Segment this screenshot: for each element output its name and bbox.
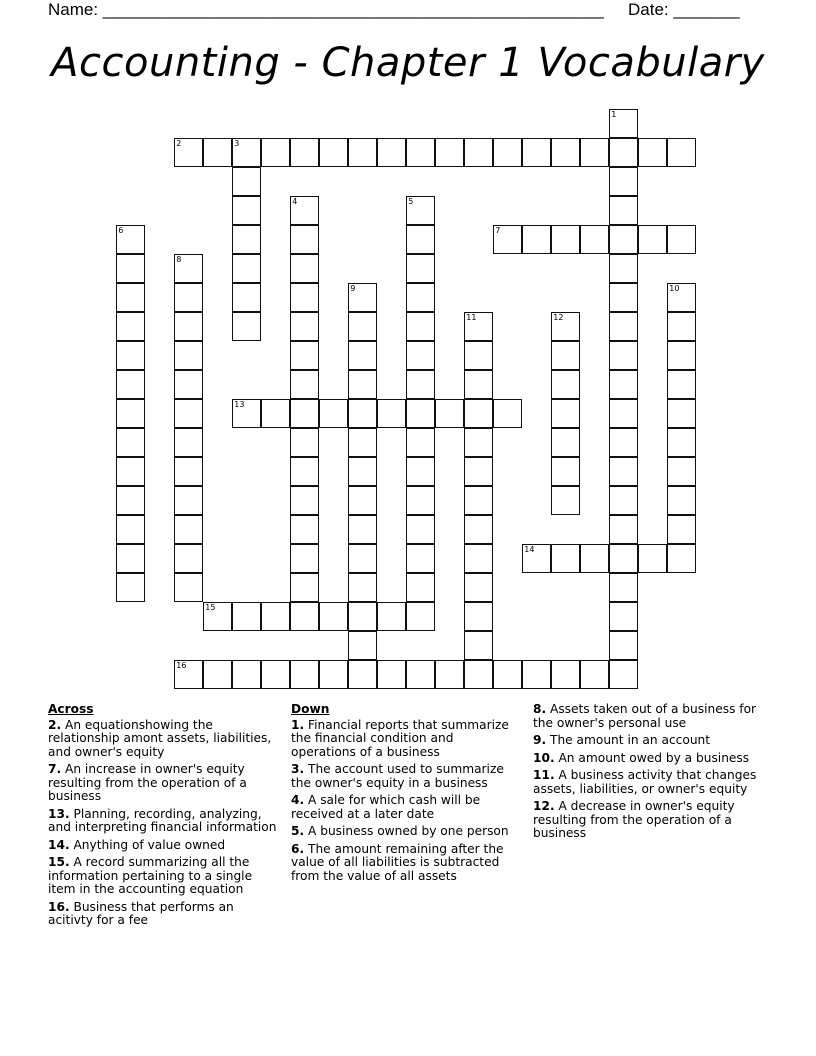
crossword-cell[interactable]	[406, 573, 435, 602]
crossword-cell[interactable]	[116, 544, 145, 573]
crossword-cell[interactable]	[290, 370, 319, 399]
clue-item	[48, 763, 280, 804]
clue-number: 3.	[291, 762, 305, 776]
crossword-cell[interactable]	[290, 341, 319, 370]
crossword-cell[interactable]	[261, 602, 290, 631]
clue-text: A business activity that changes assets, liabilities, or owner's equity	[533, 768, 757, 796]
crossword-grid	[117, 110, 717, 710]
crossword-cell[interactable]	[116, 486, 145, 515]
page-title: Accounting - Chapter 1 Vocabulary	[51, 40, 765, 86]
crossword-cell[interactable]	[232, 196, 261, 225]
crossword-cell[interactable]	[609, 254, 638, 283]
crossword-cell[interactable]	[290, 283, 319, 312]
crossword-cell[interactable]	[406, 225, 435, 254]
crossword-cell[interactable]	[232, 312, 261, 341]
crossword-cell[interactable]	[348, 428, 377, 457]
clue-number: 3	[234, 139, 240, 149]
clue-number: 15	[205, 603, 216, 613]
crossword-cell[interactable]	[348, 312, 377, 341]
crossword-cell[interactable]	[116, 515, 145, 544]
crossword-cell[interactable]	[406, 312, 435, 341]
crossword-cell[interactable]	[580, 544, 609, 573]
clue-number: 11.	[533, 768, 555, 782]
crossword-cell[interactable]	[667, 515, 696, 544]
crossword-cell[interactable]	[174, 428, 203, 457]
crossword-cell[interactable]	[174, 457, 203, 486]
clue-text: An increase in owner's equity resulting from the operation of a business	[48, 762, 247, 803]
crossword-cell[interactable]	[522, 660, 551, 689]
crossword-cell[interactable]	[609, 428, 638, 457]
clue-number: 7	[495, 226, 501, 236]
clue-text: Assets taken out of a business for the owner's personal use	[533, 702, 757, 730]
crossword-cell[interactable]	[493, 138, 522, 167]
crossword-cell[interactable]	[174, 254, 203, 283]
crossword-cell[interactable]	[203, 602, 232, 631]
clue-item	[533, 703, 768, 730]
crossword-cell[interactable]	[290, 544, 319, 573]
clue-item	[291, 825, 521, 839]
clue-text: The amount remaining after the value of all liabilities is subtracted from the value of all assets	[291, 841, 504, 883]
crossword-cell[interactable]	[348, 486, 377, 515]
crossword-cell[interactable]	[522, 544, 551, 573]
crossword-cell[interactable]	[493, 399, 522, 428]
crossword-cell[interactable]	[174, 370, 203, 399]
clue-item	[533, 769, 768, 796]
crossword-cell[interactable]	[174, 544, 203, 573]
crossword-cell[interactable]	[551, 312, 580, 341]
crossword-cell[interactable]	[261, 138, 290, 167]
clue-text: The amount in an account	[546, 733, 711, 747]
crossword-cell[interactable]	[609, 544, 638, 573]
crossword-cell[interactable]	[116, 225, 145, 254]
crossword-cell[interactable]	[290, 225, 319, 254]
crossword-cell[interactable]	[464, 341, 493, 370]
crossword-cell[interactable]	[174, 486, 203, 515]
crossword-cell[interactable]	[667, 428, 696, 457]
crossword-cell[interactable]	[638, 225, 667, 254]
clue-number: 9.	[533, 733, 547, 747]
crossword-cell[interactable]	[638, 544, 667, 573]
crossword-cell[interactable]	[435, 399, 464, 428]
clue-text: Financial reports that summarize the financial condition and operations of a business	[291, 717, 509, 759]
crossword-cell[interactable]	[580, 660, 609, 689]
crossword-cell[interactable]	[522, 138, 551, 167]
across-clues	[48, 703, 280, 932]
crossword-cell[interactable]	[464, 544, 493, 573]
crossword-cell[interactable]	[348, 573, 377, 602]
crossword-cell[interactable]	[609, 660, 638, 689]
crossword-cell[interactable]	[609, 283, 638, 312]
crossword-cell[interactable]	[406, 196, 435, 225]
clue-text: The account used to summarize the owner's equity in a business	[291, 762, 504, 790]
clue-item	[48, 839, 280, 853]
crossword-cell[interactable]	[406, 283, 435, 312]
crossword-cell[interactable]	[551, 660, 580, 689]
crossword-cell[interactable]	[464, 486, 493, 515]
crossword-cell[interactable]	[232, 660, 261, 689]
crossword-cell[interactable]	[493, 225, 522, 254]
crossword-cell[interactable]	[609, 341, 638, 370]
clue-item	[291, 794, 521, 821]
crossword-cell[interactable]	[319, 602, 348, 631]
crossword-cell[interactable]	[609, 631, 638, 660]
crossword-cell[interactable]	[667, 544, 696, 573]
crossword-cell[interactable]	[232, 399, 261, 428]
crossword-cell[interactable]	[406, 486, 435, 515]
crossword-cell[interactable]	[232, 283, 261, 312]
crossword-cell[interactable]	[232, 225, 261, 254]
clue-number: 10	[669, 284, 680, 294]
crossword-cell[interactable]	[551, 399, 580, 428]
crossword-cell[interactable]	[348, 544, 377, 573]
crossword-cell[interactable]	[174, 399, 203, 428]
crossword-cell[interactable]	[609, 486, 638, 515]
crossword-cell[interactable]	[667, 283, 696, 312]
crossword-cell[interactable]	[377, 138, 406, 167]
clue-number: 5.	[291, 824, 305, 838]
crossword-cell[interactable]	[232, 167, 261, 196]
clue-number: 5	[408, 197, 414, 207]
clue-number: 6	[118, 226, 124, 236]
crossword-cell[interactable]	[464, 138, 493, 167]
clue-text: Planning, recording, analyzing, and interpreting financial information	[48, 806, 277, 834]
crossword-cell[interactable]	[406, 602, 435, 631]
crossword-cell[interactable]	[580, 225, 609, 254]
clue-item	[48, 808, 280, 835]
clue-item	[48, 901, 280, 928]
crossword-cell[interactable]	[290, 138, 319, 167]
crossword-cell[interactable]	[609, 515, 638, 544]
crossword-cell[interactable]	[116, 283, 145, 312]
crossword-cell[interactable]	[667, 399, 696, 428]
crossword-cell[interactable]	[116, 457, 145, 486]
crossword-cell[interactable]	[290, 254, 319, 283]
crossword-cell[interactable]	[203, 138, 232, 167]
date-field[interactable]: Date: _______	[628, 0, 740, 19]
crossword-cell[interactable]	[348, 602, 377, 631]
clue-number: 1.	[291, 717, 305, 732]
crossword-cell[interactable]	[377, 660, 406, 689]
crossword-cell[interactable]	[551, 341, 580, 370]
clue-number: 8.	[533, 702, 547, 716]
clue-item	[533, 752, 768, 766]
clue-text: An amount owed by a business	[554, 750, 750, 765]
crossword-cell[interactable]	[435, 138, 464, 167]
crossword-cell[interactable]	[667, 370, 696, 399]
crossword-cell[interactable]	[464, 573, 493, 602]
crossword-cell[interactable]	[290, 486, 319, 515]
clue-number: 10.	[533, 750, 555, 765]
crossword-cell[interactable]	[464, 399, 493, 428]
crossword-cell[interactable]	[609, 370, 638, 399]
clue-number: 11	[466, 313, 477, 323]
crossword-cell[interactable]	[348, 370, 377, 399]
clue-number: 16.	[48, 899, 70, 914]
crossword-cell[interactable]	[319, 399, 348, 428]
clue-number: 9	[350, 284, 356, 294]
crossword-cell[interactable]	[551, 457, 580, 486]
clue-number: 16	[176, 661, 187, 671]
crossword-cell[interactable]	[406, 254, 435, 283]
clue-number: 14.	[48, 837, 70, 852]
clue-number: 12.	[533, 799, 555, 813]
clue-item	[533, 800, 768, 841]
crossword-cell[interactable]	[174, 341, 203, 370]
crossword-cell[interactable]	[551, 428, 580, 457]
clue-number: 2	[176, 139, 182, 149]
crossword-cell[interactable]	[609, 573, 638, 602]
crossword-cell[interactable]	[406, 370, 435, 399]
crossword-cell[interactable]	[406, 399, 435, 428]
crossword-cell[interactable]	[174, 138, 203, 167]
crossword-cell[interactable]	[319, 138, 348, 167]
crossword-cell[interactable]	[667, 486, 696, 515]
crossword-cell[interactable]	[406, 544, 435, 573]
crossword-cell[interactable]	[290, 457, 319, 486]
crossword-cell[interactable]	[551, 370, 580, 399]
clue-text: An equationshowing the relationship amont assets, liabilities, and owner's equity	[48, 717, 272, 759]
crossword-cell[interactable]	[348, 138, 377, 167]
crossword-cell[interactable]	[435, 660, 464, 689]
crossword-cell[interactable]	[667, 225, 696, 254]
crossword-cell[interactable]	[609, 167, 638, 196]
clue-number: 13	[234, 400, 245, 410]
crossword-cell[interactable]	[116, 370, 145, 399]
crossword-cell[interactable]	[116, 399, 145, 428]
crossword-cell[interactable]	[116, 428, 145, 457]
crossword-cell[interactable]	[551, 225, 580, 254]
crossword-cell[interactable]	[667, 138, 696, 167]
down-clues-column-2	[533, 703, 768, 845]
clue-number: 8	[176, 255, 182, 265]
crossword-cell[interactable]	[406, 457, 435, 486]
crossword-cell[interactable]	[667, 457, 696, 486]
crossword-cell[interactable]	[174, 660, 203, 689]
crossword-cell[interactable]	[290, 312, 319, 341]
crossword-cell[interactable]	[116, 341, 145, 370]
crossword-cell[interactable]	[232, 254, 261, 283]
crossword-cell[interactable]	[348, 341, 377, 370]
crossword-cell[interactable]	[377, 602, 406, 631]
crossword-cell[interactable]	[406, 515, 435, 544]
crossword-cell[interactable]	[319, 660, 348, 689]
crossword-cell[interactable]	[261, 660, 290, 689]
crossword-cell[interactable]	[377, 399, 406, 428]
across-heading: Across	[48, 702, 94, 716]
clue-number: 12	[553, 313, 564, 323]
crossword-cell[interactable]	[551, 486, 580, 515]
crossword-cell[interactable]	[464, 660, 493, 689]
crossword-cell[interactable]	[116, 254, 145, 283]
crossword-cell[interactable]	[609, 138, 638, 167]
crossword-cell[interactable]	[464, 515, 493, 544]
crossword-cell[interactable]	[348, 399, 377, 428]
down-clues-column-1	[291, 703, 521, 887]
clue-number: 4.	[291, 793, 305, 807]
crossword-cell[interactable]	[174, 312, 203, 341]
crossword-cell[interactable]	[551, 138, 580, 167]
crossword-cell[interactable]	[464, 370, 493, 399]
clue-item	[291, 719, 521, 760]
crossword-cell[interactable]	[667, 312, 696, 341]
clue-text: A sale for which cash will be received at a later date	[291, 793, 481, 821]
down-heading: Down	[291, 702, 330, 716]
crossword-cell[interactable]	[203, 660, 232, 689]
crossword-cell[interactable]	[406, 341, 435, 370]
crossword-cell[interactable]	[609, 109, 638, 138]
crossword-cell[interactable]	[667, 341, 696, 370]
crossword-cell[interactable]	[609, 602, 638, 631]
crossword-cell[interactable]	[464, 312, 493, 341]
crossword-cell[interactable]	[609, 457, 638, 486]
crossword-cell[interactable]	[174, 573, 203, 602]
crossword-cell[interactable]	[116, 573, 145, 602]
name-field[interactable]: Name: _____________________________________________________	[48, 0, 604, 19]
clue-item	[291, 843, 521, 884]
clue-item	[48, 856, 280, 897]
crossword-cell[interactable]	[551, 544, 580, 573]
clue-item	[533, 734, 768, 748]
crossword-cell[interactable]	[290, 428, 319, 457]
crossword-cell[interactable]	[580, 138, 609, 167]
clue-number: 14	[524, 545, 535, 555]
crossword-cell[interactable]	[348, 660, 377, 689]
crossword-cell[interactable]	[174, 283, 203, 312]
crossword-cell[interactable]	[522, 225, 551, 254]
crossword-cell[interactable]	[609, 312, 638, 341]
crossword-cell[interactable]	[493, 660, 522, 689]
crossword-cell[interactable]	[261, 399, 290, 428]
clue-item	[291, 763, 521, 790]
crossword-cell[interactable]	[290, 660, 319, 689]
crossword-cell[interactable]	[464, 631, 493, 660]
clue-number: 1	[611, 110, 617, 120]
crossword-cell[interactable]	[609, 399, 638, 428]
crossword-cell[interactable]	[406, 660, 435, 689]
clue-number: 15.	[48, 855, 70, 869]
clue-text: A record summarizing all the information pertaining to a single item in the accounting equation	[48, 855, 253, 896]
clue-text: A business owned by one person	[304, 824, 509, 838]
crossword-cell[interactable]	[609, 196, 638, 225]
crossword-cell[interactable]	[348, 283, 377, 312]
crossword-cell[interactable]	[290, 196, 319, 225]
clue-number: 7.	[48, 762, 62, 776]
crossword-cell[interactable]	[348, 631, 377, 660]
crossword-cell[interactable]	[464, 602, 493, 631]
crossword-cell[interactable]	[638, 138, 667, 167]
crossword-cell[interactable]	[232, 138, 261, 167]
crossword-cell[interactable]	[174, 515, 203, 544]
worksheet-header	[48, 0, 748, 22]
clue-number: 6.	[291, 841, 305, 856]
crossword-cell[interactable]	[290, 399, 319, 428]
clue-number: 13.	[48, 806, 70, 821]
clue-text: Anything of value owned	[69, 837, 226, 852]
clue-text: Business that performs an acitivty for a fee	[48, 899, 234, 927]
clue-text: A decrease in owner's equity resulting from the operation of a business	[533, 799, 735, 840]
crossword-cell[interactable]	[290, 573, 319, 602]
crossword-cell[interactable]	[348, 457, 377, 486]
clue-item	[48, 719, 280, 760]
clue-number: 2.	[48, 717, 62, 732]
crossword-cell[interactable]	[290, 515, 319, 544]
crossword-cell[interactable]	[464, 457, 493, 486]
crossword-cell[interactable]	[116, 312, 145, 341]
crossword-cell[interactable]	[406, 428, 435, 457]
crossword-cell[interactable]	[609, 225, 638, 254]
crossword-cell[interactable]	[406, 138, 435, 167]
clue-number: 4	[292, 197, 298, 207]
crossword-cell[interactable]	[232, 602, 261, 631]
crossword-cell[interactable]	[464, 428, 493, 457]
crossword-cell[interactable]	[290, 602, 319, 631]
crossword-cell[interactable]	[348, 515, 377, 544]
